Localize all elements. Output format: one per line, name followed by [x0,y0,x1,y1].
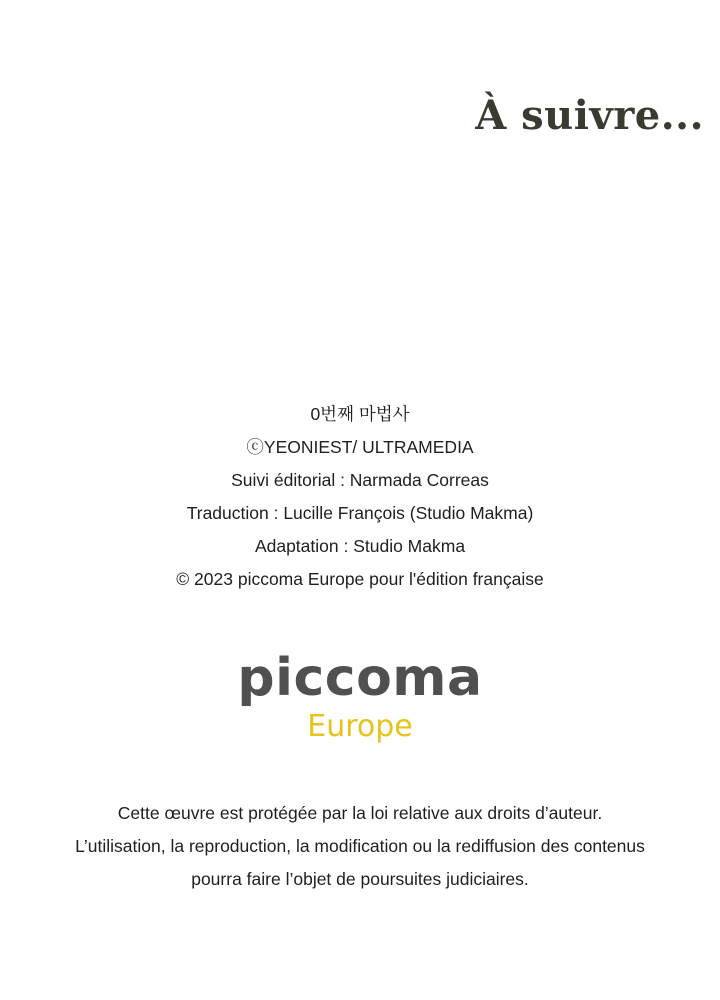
credit-translation: Traduction : Lucille François (Studio Makma) [186,503,534,523]
logo-brand-text: piccoma [237,648,483,708]
copyright-notice [0,797,720,896]
credit-original-title: 0번째 마법사 [310,404,410,424]
piccoma-europe-logo [0,640,720,744]
credit-editorial: Suivi éditorial : Narmada Correas [231,470,489,490]
notice-line: Cette œuvre est protégée par la loi relative aux droits d’auteur. [117,803,603,823]
notice-line: L’utilisation, la reproduction, la modification ou la rediffusion des contenus [75,836,645,856]
credit-adaptation: Adaptation : Studio Makma [254,536,466,556]
credit-publisher-copyright: © 2023 piccoma Europe pour l'édition française [176,569,544,589]
logo-region-text: Europe [307,709,413,744]
notice-line: pourra faire l’objet de poursuites judiciaires. [191,869,529,889]
credits-block [0,398,720,596]
to-be-continued-heading: À suivre... [475,92,704,139]
credit-copyright-holder: ⓒYEONIEST/ ULTRAMEDIA [246,437,474,457]
